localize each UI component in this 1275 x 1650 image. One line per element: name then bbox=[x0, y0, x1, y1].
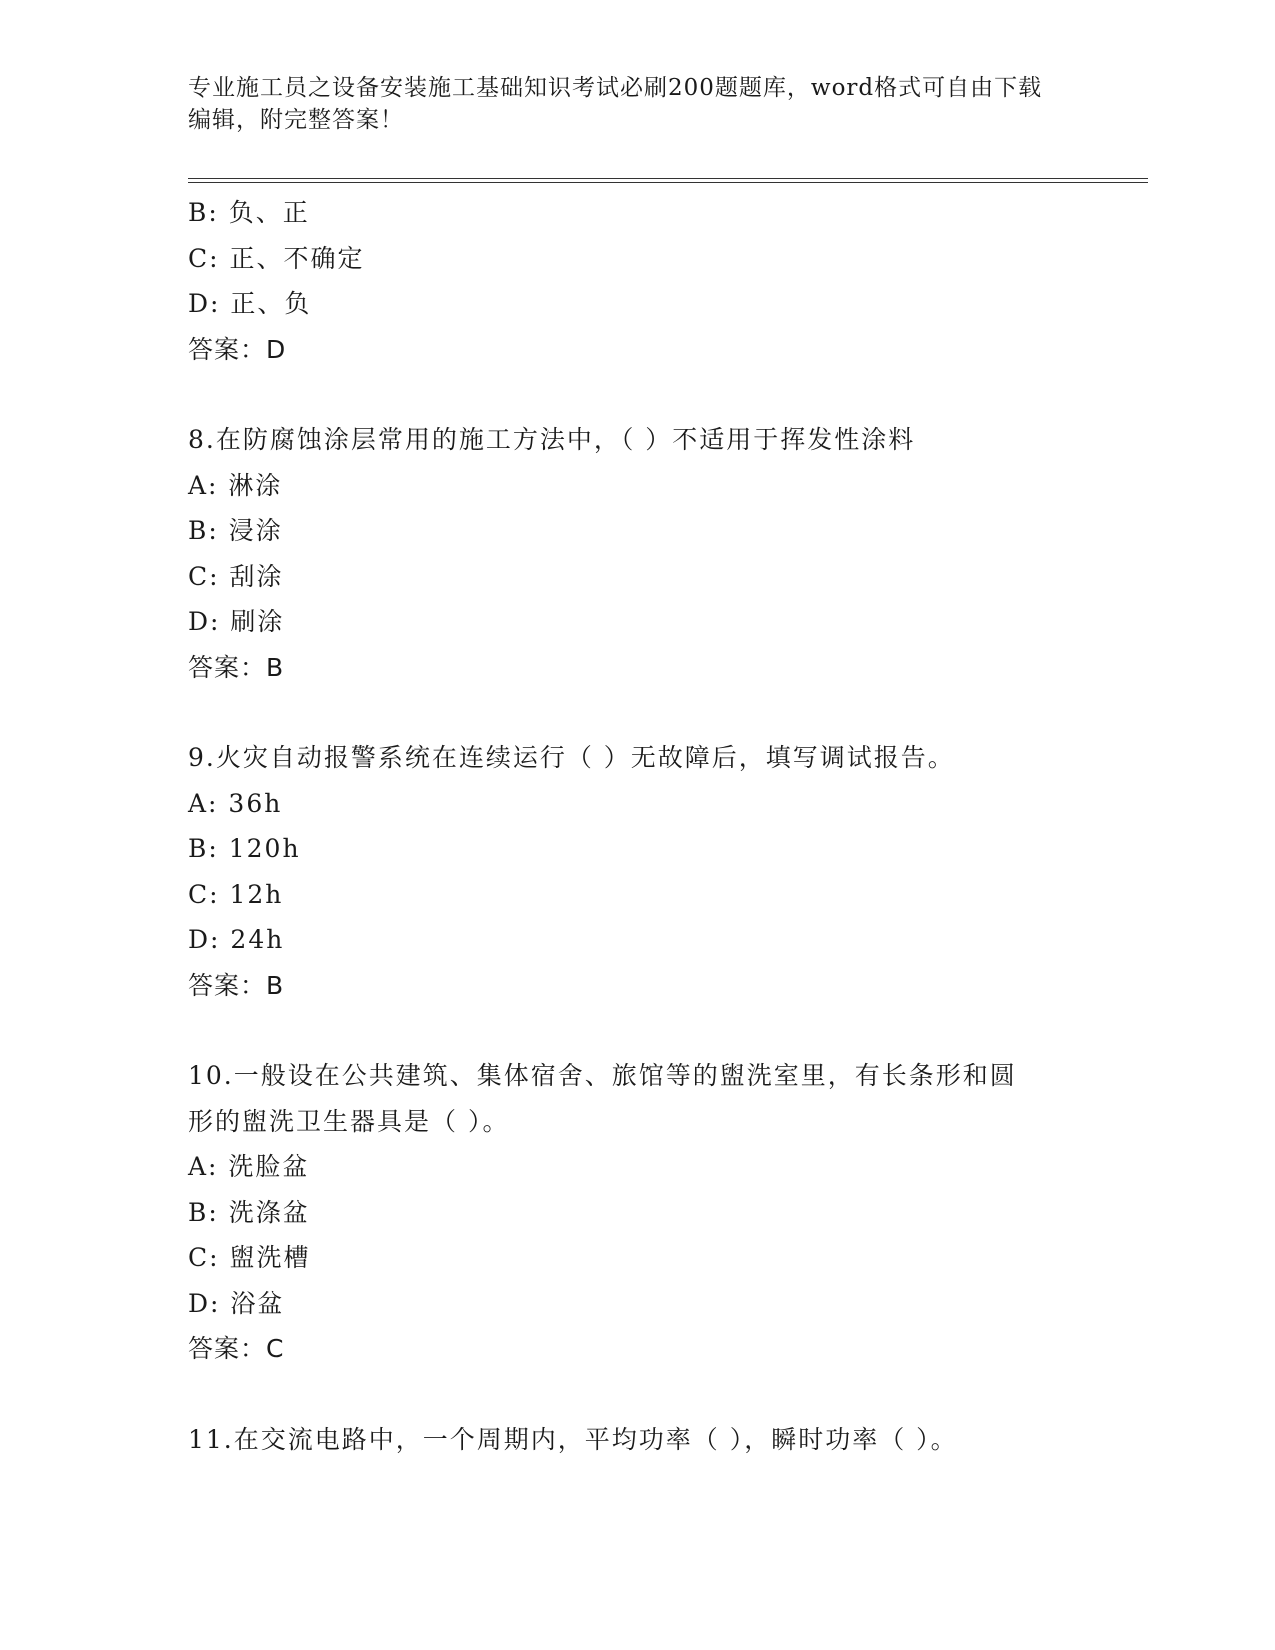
option-a: A: 洗脸盆 bbox=[188, 1152, 310, 1181]
question-stem-line: 9.火灾自动报警系统在连续运行（ ）无故障后，填写调试报告。 bbox=[188, 743, 955, 772]
option-c: C: 12h bbox=[188, 879, 284, 909]
question-stem bbox=[188, 417, 1148, 463]
option-d: D: 刷涂 bbox=[188, 607, 285, 636]
question-7-tail bbox=[188, 190, 1148, 372]
question-9 bbox=[188, 735, 1148, 1008]
option-d: D: 24h bbox=[188, 925, 285, 954]
answer-line: 答案：D bbox=[188, 334, 287, 364]
question-stem bbox=[188, 1053, 1148, 1144]
option-b: B: 浸涂 bbox=[188, 516, 283, 545]
option-b: B: 洗涤盆 bbox=[188, 1197, 310, 1227]
spacer bbox=[188, 372, 1148, 417]
question-stem bbox=[188, 1417, 1148, 1463]
question-stem bbox=[188, 735, 1148, 781]
option-a: A: 36h bbox=[188, 788, 283, 818]
spacer bbox=[188, 1372, 1148, 1417]
option-a: A: 淋涂 bbox=[188, 470, 283, 500]
question-stem-line: 形的盥洗卫生器具是（ ）。 bbox=[188, 1106, 510, 1136]
option-c: C: 盥洗槽 bbox=[188, 1243, 311, 1272]
option-c: C: 刮涂 bbox=[188, 561, 284, 591]
question-stem-line: 10.一般设在公共建筑、集体宿舍、旅馆等的盥洗室里，有长条形和圆 bbox=[188, 1061, 1017, 1090]
option-d: D: 正、负 bbox=[188, 289, 312, 318]
document-page bbox=[188, 0, 1148, 1650]
header-line-2: 编辑，附完整答案！ bbox=[188, 107, 404, 133]
question-content bbox=[188, 190, 1148, 1462]
question-10 bbox=[188, 1053, 1148, 1372]
spacer bbox=[188, 690, 1148, 735]
answer-line: 答案：B bbox=[188, 652, 285, 682]
question-8 bbox=[188, 417, 1148, 690]
option-b: B: 120h bbox=[188, 834, 301, 863]
question-11 bbox=[188, 1417, 1148, 1463]
answer-line: 答案：B bbox=[188, 970, 285, 1000]
option-c: C: 正、不确定 bbox=[188, 243, 365, 273]
document-header bbox=[188, 72, 1088, 136]
answer-line: 答案：C bbox=[188, 1334, 285, 1363]
header-line-1: 专业施工员之设备安装施工基础知识考试必刷200题题库，word格式可自由下载 bbox=[188, 75, 1043, 101]
question-stem-line: 8.在防腐蚀涂层常用的施工方法中，（ ）不适用于挥发性涂料 bbox=[188, 425, 916, 454]
header-divider bbox=[188, 178, 1148, 183]
option-d: D: 浴盆 bbox=[188, 1288, 285, 1318]
question-stem-line: 11.在交流电路中，一个周期内，平均功率（ ），瞬时功率（ ）。 bbox=[188, 1424, 958, 1454]
spacer bbox=[188, 1008, 1148, 1053]
option-b: B: 负、正 bbox=[188, 198, 310, 227]
